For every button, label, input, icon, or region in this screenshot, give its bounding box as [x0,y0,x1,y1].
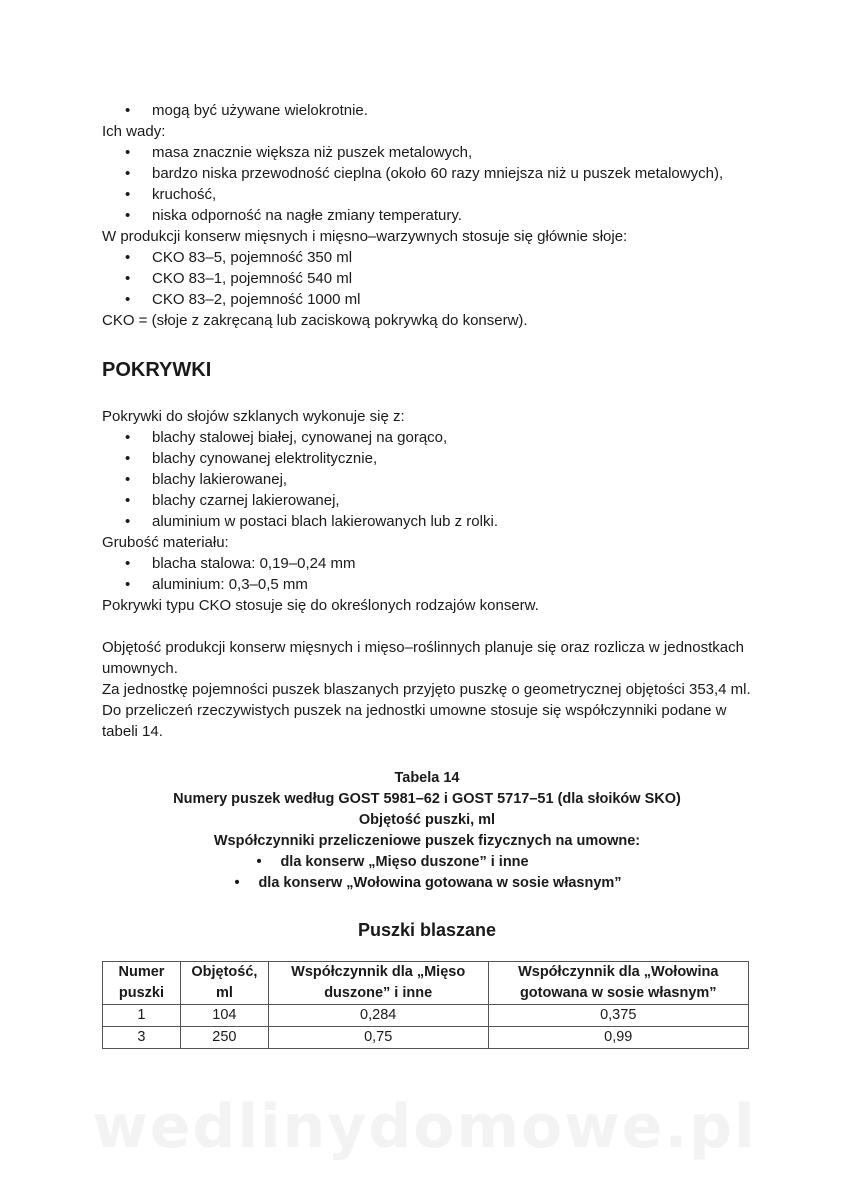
list-item: • CKO 83–1, pojemność 540 ml [102,268,752,289]
paragraph: Do przeliczeń rzeczywistych puszek na jednostki umowne stosuje się współczynniki podane w tabeli 14. [102,702,727,740]
grubosc-heading: Grubość materiału: [102,534,229,551]
table-cell: 1 [103,1005,181,1027]
table-row [103,1027,749,1049]
caption-line: Numery puszek według GOST 5981–62 i GOST 5717–51 (dla słoików SKO) [173,791,681,807]
caption-line: Objętość puszki, ml [358,812,496,828]
list-item: • aluminium: 0,3–0,5 mm [102,574,752,595]
table-row [103,1005,749,1027]
column-header: Numer puszki [103,962,181,1005]
document-page [102,100,752,1049]
list-item: • blachy stalowej białej, cynowanej na gorąco, [102,427,752,448]
column-header: Współczynnik dla „Wołowina gotowana w sosie własnym” [488,962,749,1005]
cko-note: CKO = (słoje z zakręcaną lub zaciskową pokrywką do konserw). [102,312,528,329]
table-cell: 250 [180,1027,268,1049]
pokrywki-materials-list [102,427,752,532]
table-header-row [103,962,749,1005]
intro-list [102,100,752,121]
paragraph: Objętość produkcji konserw mięsnych i mięso–roślinnych planuje się oraz rozlicza w jednostkach umownych. [102,639,744,677]
data-table [102,961,749,1049]
column-header: Objętość, ml [180,962,268,1005]
caption-bullet: • dla konserw „Wołowina gotowana w sosie własnym” [232,873,621,894]
watermark: wedlinydomowe.pl [92,1092,757,1162]
list-item: • aluminium w postaci blach lakierowanych lub z rolki. [102,511,752,532]
table-title: Puszki blaszane [357,920,497,940]
sloje-heading: W produkcji konserw mięsnych i mięsno–warzywnych stosuje się głównie słoje: [102,228,628,245]
list-item: • CKO 83–2, pojemność 1000 ml [102,289,752,310]
list-item: • blacha stalowa: 0,19–0,24 mm [102,553,752,574]
column-header: Współczynnik dla „Mięso duszone” i inne [268,962,488,1005]
table-cell: 0,375 [488,1005,749,1027]
list-item: • niska odporność na nagłe zmiany temperatury. [102,205,752,226]
list-item: • CKO 83–5, pojemność 350 ml [102,247,752,268]
table-cell: 3 [103,1027,181,1049]
table-cell: 0,75 [268,1027,488,1049]
wady-heading: Ich wady: [102,123,166,140]
list-item: • blachy lakierowanej, [102,469,752,490]
sloje-list [102,247,752,310]
caption-bullet: • dla konserw „Mięso duszone” i inne [254,852,621,873]
list-item: • mogą być używane wielokrotnie. [102,100,752,121]
table-cell: 0,99 [488,1027,749,1049]
table-cell: 0,284 [268,1005,488,1027]
caption-bullets [232,852,621,894]
pokrywki-cko-note: Pokrywki typu CKO stosuje się do określonych rodzajów konserw. [102,597,539,614]
list-item: • bardzo niska przewodność cieplna (około 60 razy mniejsza niż u puszek metalowych), [102,163,752,184]
paragraph: Za jednostkę pojemności puszek blaszanych przyjęto puszkę o geometrycznej objętości 353,4 ml. [102,681,751,698]
grubosc-list [102,553,752,595]
list-item: • kruchość, [102,184,752,205]
table-caption [102,768,752,894]
caption-line: Współczynniki przeliczeniowe puszek fizycznych na umowne: [213,833,641,849]
list-item: • blachy cynowanej elektrolitycznie, [102,448,752,469]
list-item: • blachy czarnej lakierowanej, [102,490,752,511]
section-title: POKRYWKI [102,359,212,381]
list-item: • masa znacznie większa niż puszek metalowych, [102,142,752,163]
table-cell: 104 [180,1005,268,1027]
pokrywki-intro: Pokrywki do słojów szklanych wykonuje się z: [102,408,405,425]
table-number: Tabela 14 [394,770,460,786]
wady-list [102,142,752,226]
